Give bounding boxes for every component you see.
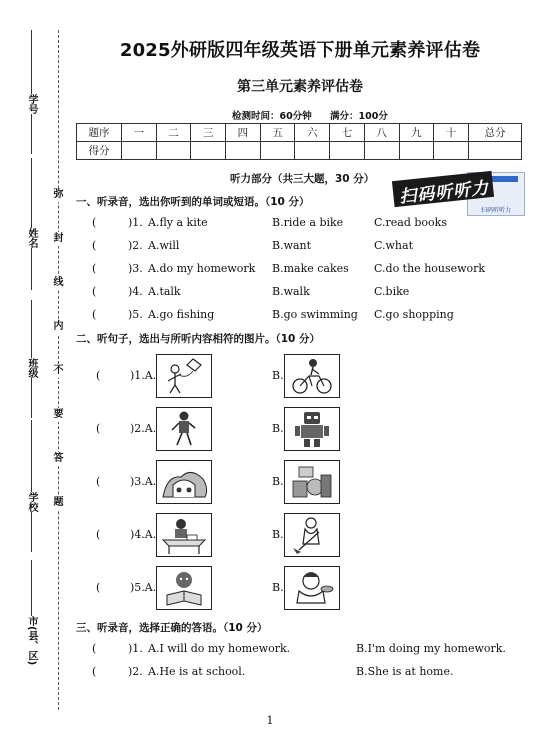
class-underline-lower — [31, 378, 32, 418]
picture-option-b-2[interactable] — [284, 407, 340, 451]
option-a: A.will — [148, 239, 180, 252]
robot-icon — [285, 408, 339, 450]
name-underline — [31, 158, 32, 228]
seal-char: 不 — [50, 364, 67, 378]
exam-time: 检测时间：60分钟 — [232, 111, 312, 122]
scan-to-listen-stamp[interactable] — [393, 170, 528, 214]
exam-subtitle: 第三单元素养评估卷 — [237, 79, 363, 95]
score-table-score-row — [77, 142, 522, 160]
option-b: B.ride a bike — [272, 216, 344, 229]
seal-char: 答 — [50, 452, 67, 466]
item-number: )4.A. — [130, 528, 157, 541]
picture-option-a-2[interactable] — [156, 407, 212, 451]
class-label: 班级 — [26, 358, 37, 378]
score-header-cell: 六 — [295, 124, 330, 142]
list-item — [92, 216, 522, 232]
seal-char: 内 — [50, 320, 67, 334]
option-b: B.make cakes — [272, 262, 349, 275]
boy-flying-kite-icon — [157, 355, 211, 397]
list-item — [92, 239, 522, 255]
item-number: )1.A. — [130, 369, 157, 382]
boy-walking-icon — [157, 408, 211, 450]
student-id-underline-lower — [31, 114, 32, 154]
seal-char: 要 — [50, 408, 67, 422]
name-underline-lower — [31, 248, 32, 290]
city-label: 市(县、区) — [26, 616, 37, 666]
answer-paren[interactable]: ( — [96, 528, 101, 541]
girl-reading-book-icon — [157, 567, 211, 609]
listening-part-heading: 听力部分（共三大题，30 分） — [230, 173, 375, 185]
score-header-cell: 七 — [330, 124, 365, 142]
option-b: B.I'm doing my homework. — [356, 642, 506, 655]
option-a: A.fly a kite — [148, 216, 208, 229]
seal-char: 弥 — [50, 188, 67, 202]
score-cell[interactable] — [122, 142, 157, 160]
picture-option-a-4[interactable] — [156, 513, 212, 557]
item-number: )3. — [128, 262, 143, 275]
playground-scene-icon — [157, 461, 211, 503]
seal-char: 题 — [50, 496, 67, 510]
score-cell[interactable] — [260, 142, 295, 160]
score-cell[interactable] — [399, 142, 434, 160]
score-cell[interactable] — [295, 142, 330, 160]
section1-heading: 一、听录音，选出你听到的单词或短语。（10 分） — [76, 196, 310, 208]
option-b-label: B. — [272, 528, 284, 541]
list-item — [92, 665, 522, 681]
class-underline — [31, 300, 32, 358]
item-number: )2.A. — [130, 422, 157, 435]
boy-riding-bike-icon — [285, 355, 339, 397]
option-b-label: B. — [272, 369, 284, 382]
exam-full-score: 满分：100分 — [330, 111, 388, 122]
seal-char: 线 — [50, 276, 67, 290]
option-b: B.go swimming — [272, 308, 358, 321]
option-a: A.do my homework — [148, 262, 256, 275]
option-b: B.walk — [272, 285, 310, 298]
section2-heading: 二、听句子，选出与所听内容相符的图片。（10 分） — [76, 333, 321, 345]
answer-paren[interactable]: ( — [92, 642, 97, 655]
shopping-goods-icon — [285, 461, 339, 503]
score-header-cell: 题序 — [77, 124, 122, 142]
answer-paren[interactable]: ( — [92, 216, 97, 229]
picture-option-b-5[interactable] — [284, 566, 340, 610]
score-cell[interactable] — [191, 142, 226, 160]
item-number: )2. — [128, 239, 143, 252]
list-item — [92, 285, 522, 301]
score-cell[interactable] — [330, 142, 365, 160]
answer-paren[interactable]: ( — [92, 308, 97, 321]
score-header-cell: 一 — [122, 124, 157, 142]
picture-option-a-3[interactable] — [156, 460, 212, 504]
student-id-field[interactable] — [24, 30, 39, 154]
score-header-cell: 二 — [156, 124, 191, 142]
picture-option-a-5[interactable] — [156, 566, 212, 610]
qr-caption: 扫码听听力 — [480, 207, 511, 214]
score-table — [76, 123, 522, 160]
score-header-cell: 三 — [191, 124, 226, 142]
option-b: B.She is at home. — [356, 665, 454, 678]
option-a: A.go fishing — [148, 308, 215, 321]
list-item — [92, 308, 522, 324]
option-c: C.do the housework — [374, 262, 486, 275]
student-id-underline — [31, 30, 32, 94]
option-c: C.what — [374, 239, 413, 252]
option-b-label: B. — [272, 581, 284, 594]
answer-paren[interactable]: ( — [96, 475, 101, 488]
list-item — [92, 642, 522, 658]
option-a: A.I will do my homework. — [148, 642, 291, 655]
score-cell[interactable] — [434, 142, 469, 160]
city-field[interactable] — [24, 560, 39, 665]
score-cell[interactable] — [469, 142, 522, 160]
seal-char: 封 — [50, 232, 67, 246]
picture-option-b-4[interactable] — [284, 513, 340, 557]
class-field[interactable] — [24, 300, 39, 418]
option-b-label: B. — [272, 422, 284, 435]
item-number: )2. — [128, 665, 143, 678]
school-underline — [31, 420, 32, 492]
item-number: )4. — [128, 285, 143, 298]
option-c: C.bike — [374, 285, 410, 298]
score-cell[interactable] — [156, 142, 191, 160]
score-header-cell: 总分 — [469, 124, 522, 142]
item-number: )1. — [128, 216, 143, 229]
answer-paren[interactable]: ( — [92, 239, 97, 252]
school-underline-lower — [31, 512, 32, 552]
score-cell[interactable] — [226, 142, 261, 160]
stamp-text: 扫码听听力 — [398, 178, 491, 208]
score-cell[interactable] — [364, 142, 399, 160]
boy-sweeping-floor-icon — [285, 514, 339, 556]
answer-paren[interactable]: ( — [92, 665, 97, 678]
item-number: )5.A. — [130, 581, 157, 594]
answer-paren[interactable]: ( — [96, 422, 101, 435]
list-item — [92, 262, 522, 278]
page-number: 1 — [266, 714, 274, 727]
score-header-cell: 五 — [260, 124, 295, 142]
score-header-cell: 九 — [399, 124, 434, 142]
picture-option-b-1[interactable] — [284, 354, 340, 398]
score-row-label: 得分 — [77, 142, 122, 160]
option-a: A.He is at school. — [148, 665, 246, 678]
option-c: C.read books — [374, 216, 447, 229]
student-id-label: 学号 — [26, 94, 37, 114]
answer-paren[interactable]: ( — [92, 262, 97, 275]
item-number: )1. — [128, 642, 143, 655]
option-a: A.talk — [148, 285, 181, 298]
score-header-cell: 八 — [364, 124, 399, 142]
score-table-header-row — [77, 124, 522, 142]
answer-paren[interactable]: ( — [96, 369, 101, 382]
picture-option-b-3[interactable] — [284, 460, 340, 504]
boy-doing-homework-icon — [157, 514, 211, 556]
option-b-label: B. — [272, 475, 284, 488]
exam-title: 2025外研版四年级英语下册单元素养评估卷 — [119, 40, 481, 61]
section3-heading: 三、听录音，选择正确的答语。（10 分） — [76, 622, 268, 634]
score-header-cell: 十 — [434, 124, 469, 142]
school-label: 学校 — [26, 492, 37, 512]
score-header-cell: 四 — [226, 124, 261, 142]
option-c: C.go shopping — [374, 308, 454, 321]
picture-option-a-1[interactable] — [156, 354, 212, 398]
school-field[interactable] — [24, 420, 39, 552]
answer-paren[interactable]: ( — [96, 581, 101, 594]
city-underline — [31, 560, 32, 616]
item-number: )5. — [128, 308, 143, 321]
answer-paren[interactable]: ( — [92, 285, 97, 298]
name-label: 姓名 — [26, 228, 37, 248]
name-field[interactable] — [24, 158, 39, 290]
option-b: B.want — [272, 239, 312, 252]
item-number: )3.A. — [130, 475, 157, 488]
girl-making-cake-icon — [285, 567, 339, 609]
